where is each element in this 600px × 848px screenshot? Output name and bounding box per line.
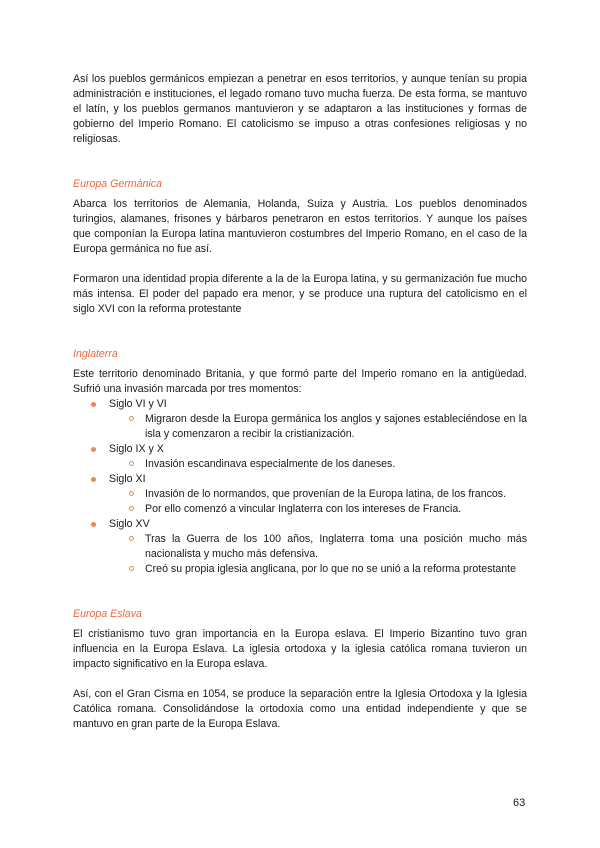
circle-bullet-icon bbox=[129, 506, 134, 511]
inglaterra-paragraph: Este territorio denominado Britania, y que formó parte del Imperio romano en la antigüedad. Sufrió una invasión marcada por tres momentos: bbox=[73, 368, 527, 395]
sub-list bbox=[109, 487, 527, 517]
sub-list bbox=[109, 412, 527, 442]
sub-list bbox=[109, 457, 527, 472]
sub-list-item bbox=[109, 457, 527, 472]
bullet-icon bbox=[91, 402, 96, 407]
bullet-icon bbox=[91, 522, 96, 527]
list-item-label: Siglo XI bbox=[109, 473, 146, 485]
sub-list-item-text: Invasión escandinava especialmente de los daneses. bbox=[145, 458, 396, 470]
sub-list-item bbox=[109, 532, 527, 562]
eslava-paragraph-1: El cristianismo tuvo gran importancia en la Europa eslava. El Imperio Bizantino tuvo gran influencia en la Europa Eslava. La iglesia ortodoxa y la iglesia católica romana tuvieron un impacto significativo en la Europa eslava. bbox=[73, 628, 527, 670]
list-item-label: Siglo VI y VI bbox=[109, 398, 167, 410]
list-item bbox=[73, 397, 527, 442]
circle-bullet-icon bbox=[129, 461, 134, 466]
page-number: 63 bbox=[513, 797, 526, 809]
sub-list-item bbox=[109, 412, 527, 442]
page-content bbox=[73, 72, 527, 732]
sub-list-item-text: Tras la Guerra de los 100 años, Inglaterra toma una posición mucho más nacionalista y mucho más defensiva. bbox=[145, 533, 527, 560]
circle-bullet-icon bbox=[129, 491, 134, 496]
list-item bbox=[73, 517, 527, 577]
germanica-paragraph-2: Formaron una identidad propia diferente a la de la Europa latina, y su germanización fue mucho más intensa. El poder del papado era menor, y se produce una ruptura del catolicismo en el siglo XVI con la reforma protestante bbox=[73, 273, 527, 315]
sub-list-item bbox=[109, 502, 527, 517]
heading-europa-eslava: Europa Eslava bbox=[73, 608, 142, 620]
sub-list-item-text: Creó su propia iglesia anglicana, por lo que no se unió a la reforma protestante bbox=[145, 563, 517, 575]
sub-list-item bbox=[109, 562, 527, 577]
heading-europa-germanica: Europa Germánica bbox=[73, 178, 162, 190]
bullet-icon bbox=[91, 447, 96, 452]
germanica-paragraph-1: Abarca los territorios de Alemania, Holanda, Suiza y Austria. Los pueblos denominados turingios, alamanes, frisones y bárbaros penetraron en estos territorios. Y aunque los países que componían la Europa latina mantuvieron costumbres del Imperio Romano, en el caso de la Europa germánica no fue así. bbox=[73, 198, 527, 255]
sub-list-item-text: Por ello comenzó a vincular Inglaterra con los intereses de Francia. bbox=[145, 503, 462, 515]
sub-list-item-text: Migraron desde la Europa germánica los anglos y sajones estableciéndose en la isla y comenzaron a recibir la cristianización. bbox=[145, 413, 527, 440]
circle-bullet-icon bbox=[129, 536, 134, 541]
list-item bbox=[73, 472, 527, 517]
sub-list-item bbox=[109, 487, 527, 502]
list-item-label: Siglo IX y X bbox=[109, 443, 164, 455]
circle-bullet-icon bbox=[129, 416, 134, 421]
inglaterra-list bbox=[73, 397, 527, 577]
sub-list-item-text: Invasión de lo normandos, que provenían de la Europa latina, de los francos. bbox=[145, 488, 507, 500]
sub-list bbox=[109, 532, 527, 577]
list-item bbox=[73, 442, 527, 472]
circle-bullet-icon bbox=[129, 566, 134, 571]
bullet-icon bbox=[91, 477, 96, 482]
list-item-label: Siglo XV bbox=[109, 518, 150, 530]
intro-paragraph: Así los pueblos germánicos empiezan a penetrar en esos territorios, y aunque tenían su propia administración e instituciones, el legado romano tuvo mucha fuerza. De esta forma, se mantuvo el latín, y los pueblos germanos mantuvieron y se adaptaron a las instituciones y formas de gobierno del Imperio Romano. El catolicismo se impuso a otras confesiones religiosas y no religiosas. bbox=[73, 73, 527, 145]
eslava-paragraph-2: Así, con el Gran Cisma en 1054, se produce la separación entre la Iglesia Ortodoxa y la Iglesia Católica romana. Consolidándose la ortodoxia como una entidad independiente y que se mantuvo en gran parte de la Europa Eslava. bbox=[73, 688, 527, 730]
heading-inglaterra: Inglaterra bbox=[73, 348, 118, 360]
